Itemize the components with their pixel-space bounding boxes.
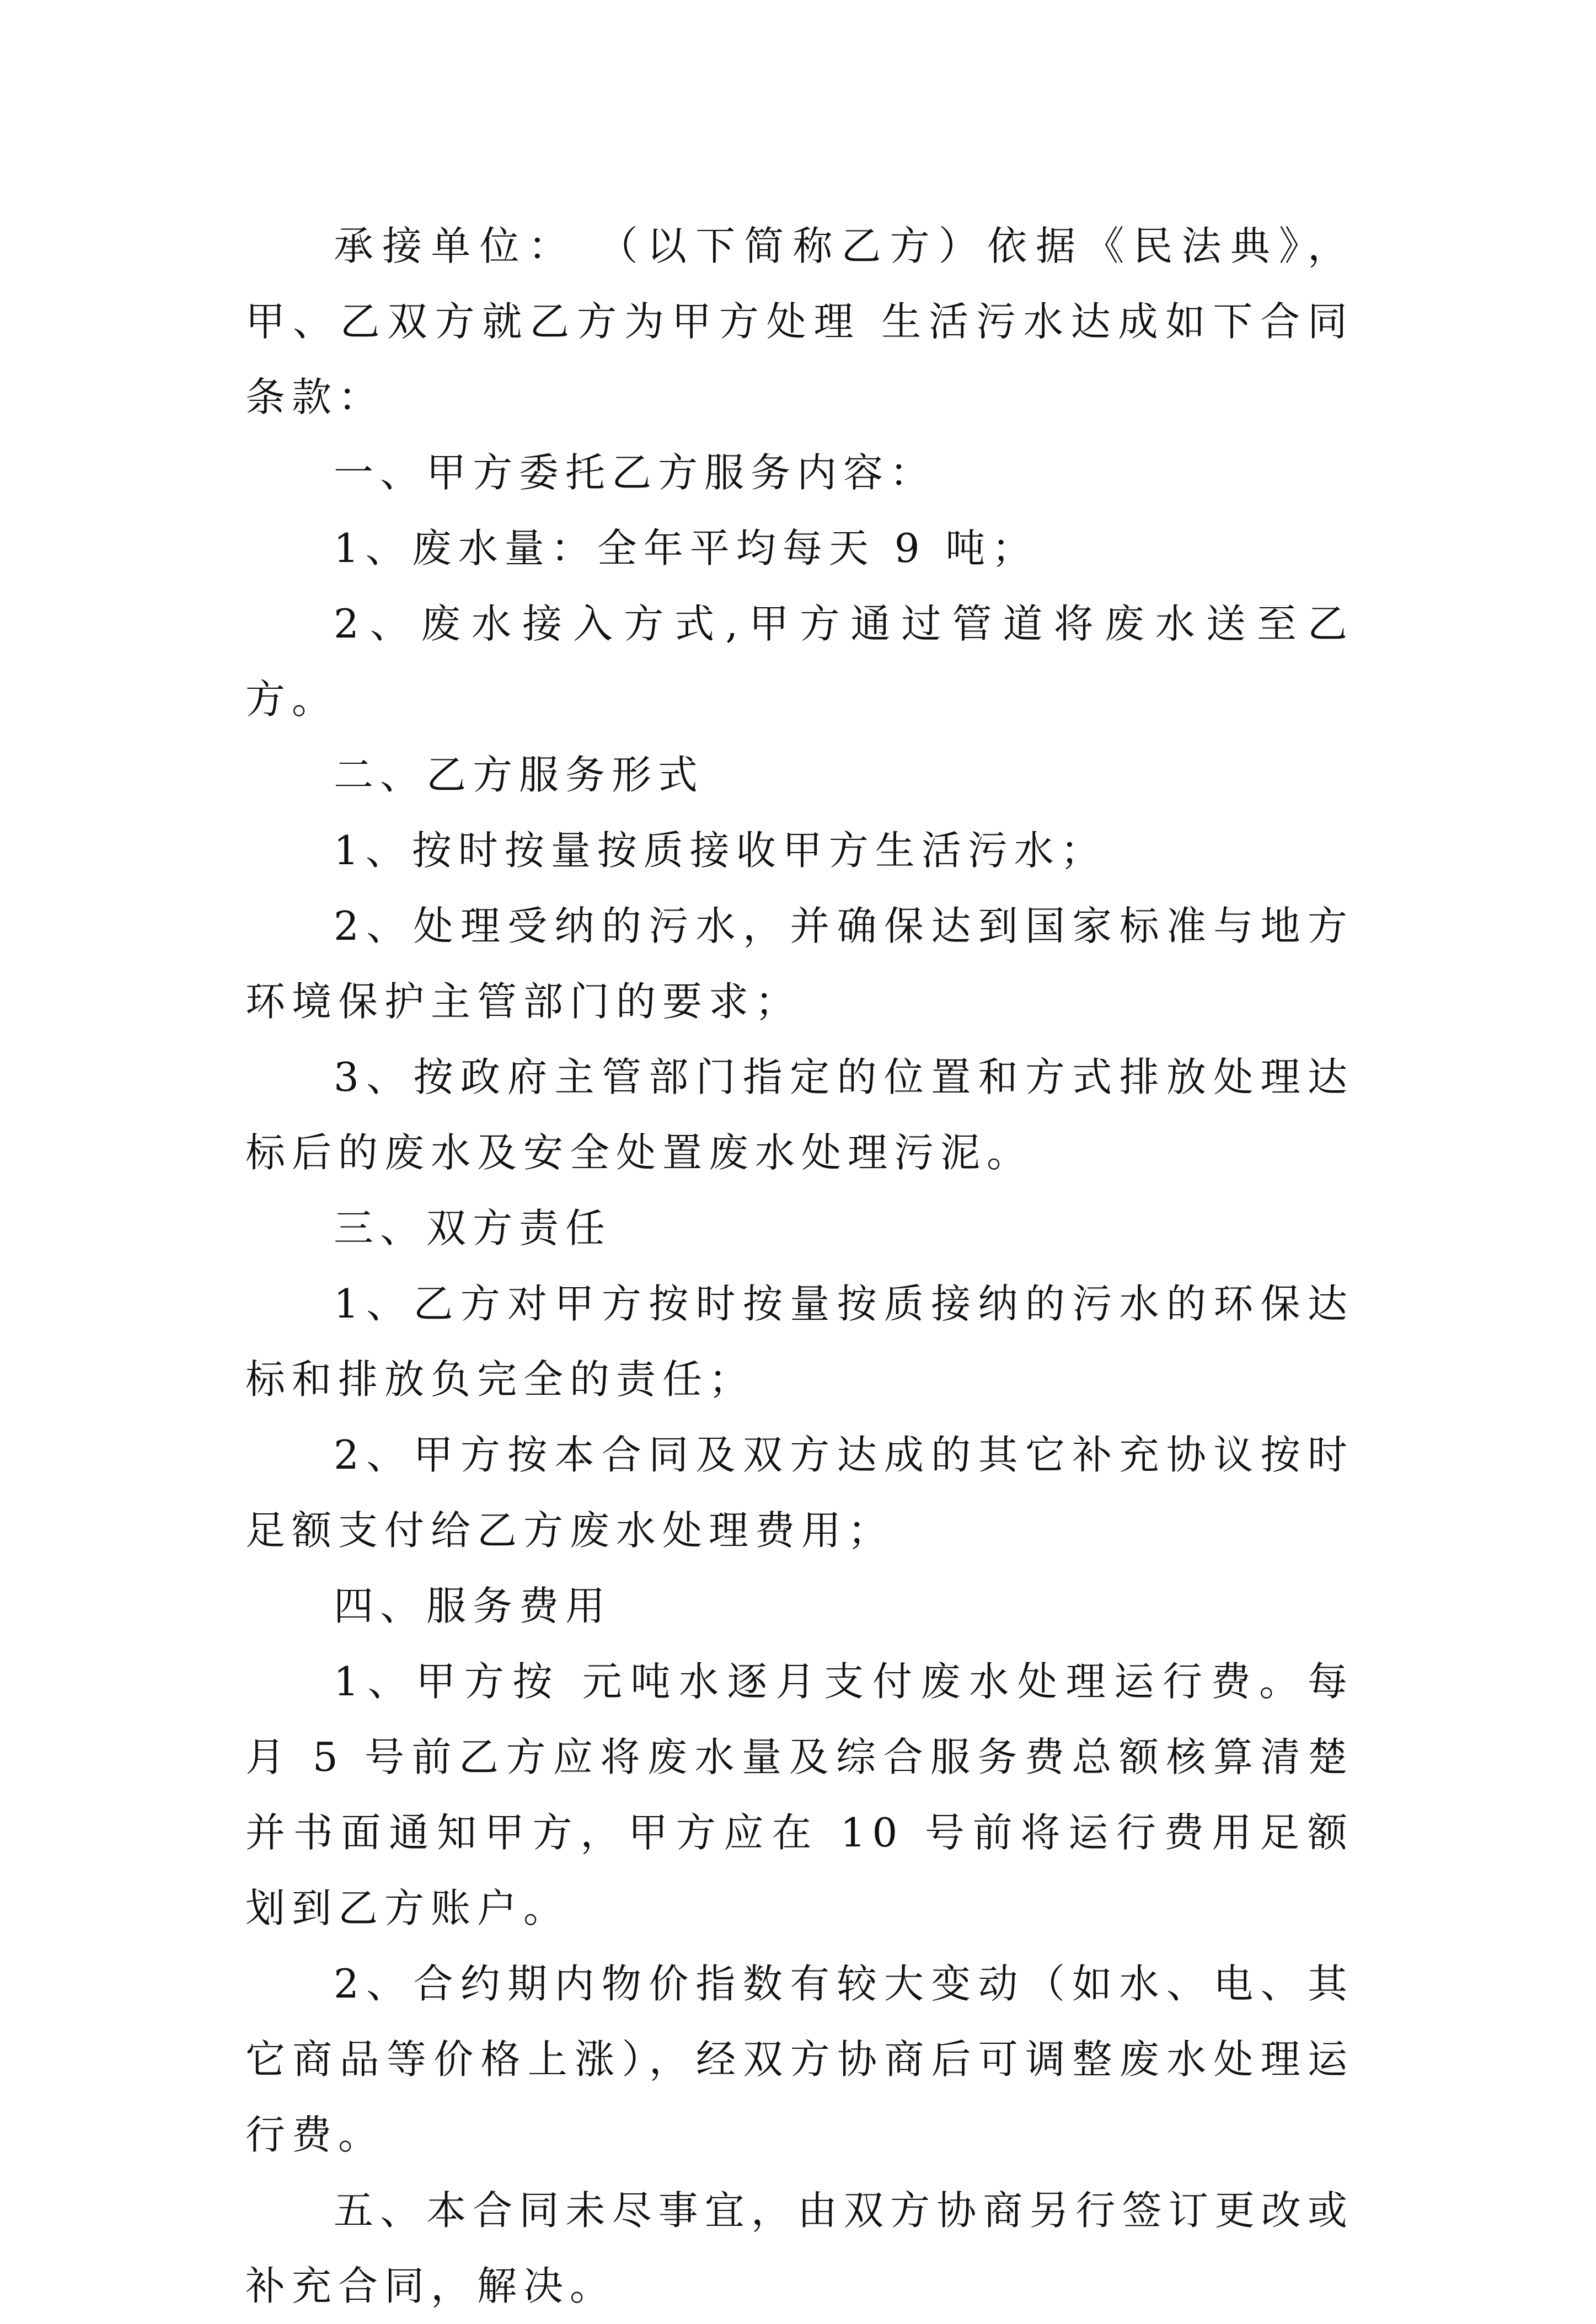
clause-4-1: 1、甲方按 元吨水逐月支付废水处理运行费。每月 5 号前乙方应将废水量及综合服务费总额核算清楚并书面通知甲方，甲方应在 10 号前将运行费用足额划到乙方账户。 <box>245 1658 1354 1931</box>
clause-1-2: 2、废水接入方式,甲方通过管道将废水送至乙方。 <box>245 601 1354 722</box>
clause-3-1: 1、乙方对甲方按时按量按质接纳的污水的环保达标和排放负完全的责任； <box>245 1281 1354 1402</box>
heading-section-2: 二、乙方服务形式 <box>334 752 705 798</box>
clause-section-5: 五、本合同未尽事宜，由双方协商另行签订更改或补充合同，解决。 <box>245 2187 1354 2309</box>
clause-1-1: 1、废水量：全年平均每天 9 吨； <box>334 525 1038 571</box>
clause-2-3: 3、按政府主管部门指定的位置和方式排放处理达标后的废水及安全处置废水处理污泥。 <box>245 1054 1354 1176</box>
clause-3-2: 2、甲方按本合同及双方达成的其它补充协议按时足额支付给乙方废水处理费用； <box>245 1432 1354 1554</box>
clause-2-1: 1、按时按量按质接收甲方生活污水； <box>334 827 1107 874</box>
paragraph-parties: 承接单位： （以下简称乙方）依据《民法典》，甲、乙双方就乙方为甲方处理 生活污水达成如下合同条款： <box>245 223 1354 420</box>
heading-section-3: 三、双方责任 <box>334 1205 612 1251</box>
heading-section-4: 四、服务费用 <box>334 1583 612 1629</box>
contract-body <box>245 208 1354 2324</box>
clause-4-2: 2、合约期内物价指数有较大变动（如水、电、其它商品等价格上涨），经双方协商后可调整废水处理运行费。 <box>245 1961 1354 2158</box>
heading-section-1: 一、甲方委托乙方服务内容： <box>334 449 936 496</box>
clause-2-2: 2、处理受纳的污水，并确保达到国家标准与地方环境保护主管部门的要求； <box>245 903 1354 1025</box>
